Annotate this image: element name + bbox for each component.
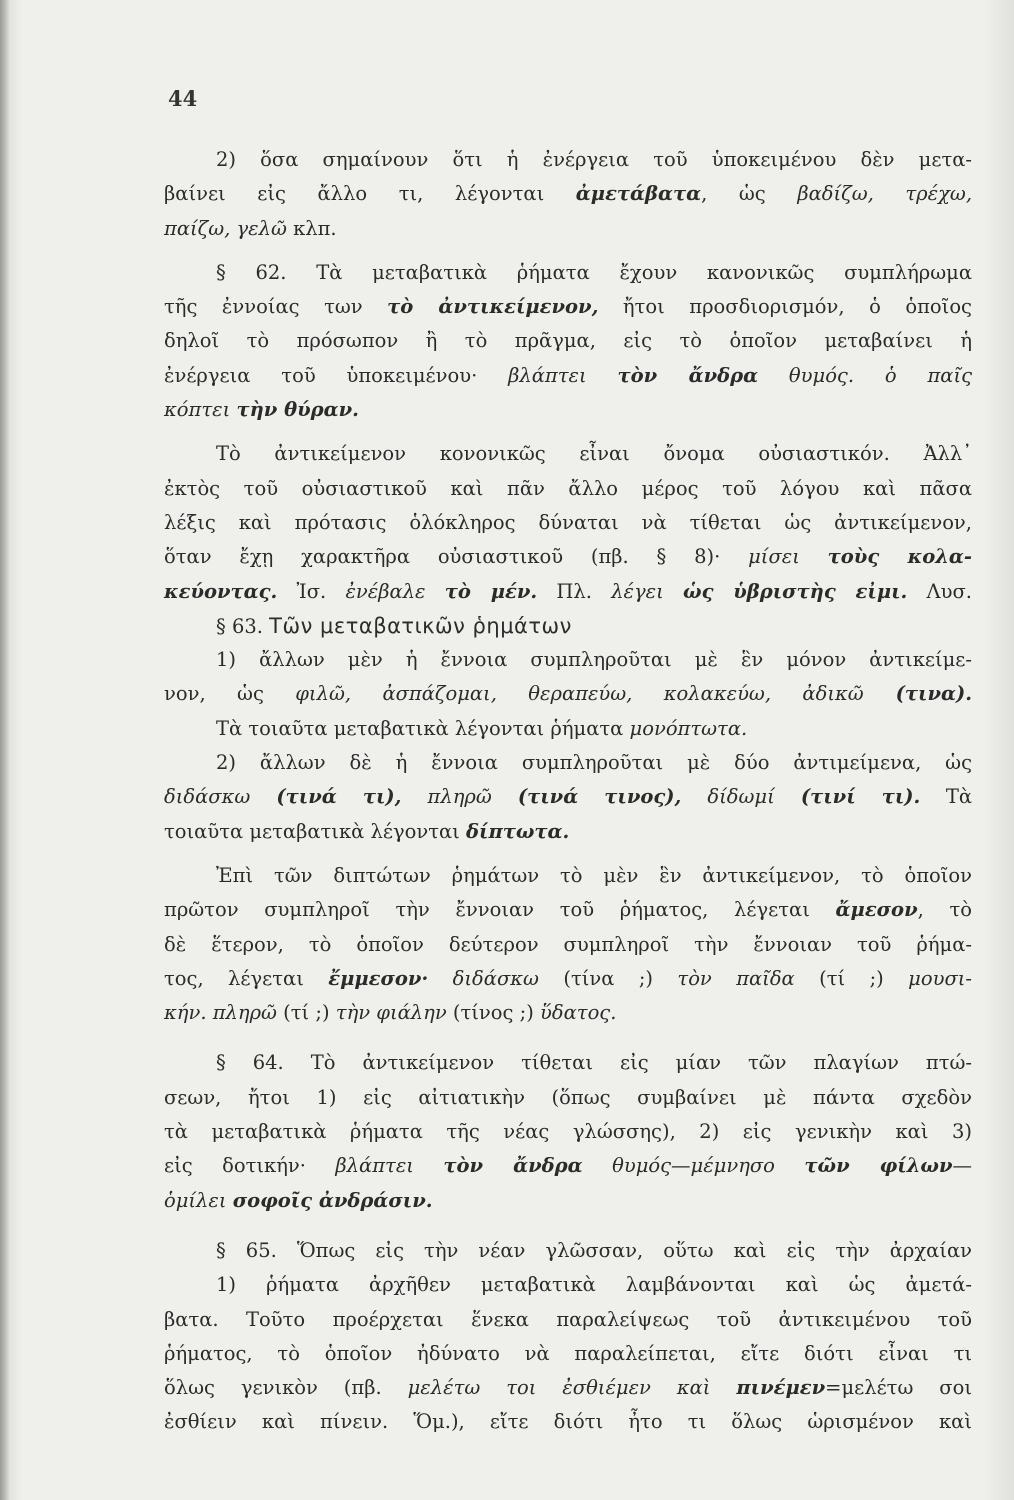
text-line [164, 1149, 972, 1183]
text-run: , τὸ [917, 898, 972, 922]
text-run: βατα. Τοῦτο προέρχεται ἕνεκα παραλείψεως τοῦ ἀντικειμένου τοῦ [164, 1307, 972, 1331]
text-line [164, 712, 972, 746]
text-line [164, 1337, 972, 1371]
example-text: θυμός. ὁ παῖς [758, 363, 973, 387]
text-run: 2) ἄλλων δὲ ἡ ἔννοια συμπληροῦται μὲ δύο ἀντιμείμενα, ὡς [216, 751, 972, 775]
example-text: διδάσκω [452, 966, 539, 990]
example-text: μελέτω τοι ἐσθιέμεν καὶ [407, 1376, 737, 1400]
example-text: ὁμίλει [164, 1188, 233, 1212]
example-text: τὴν φιάλην [335, 1001, 447, 1025]
text-run: Τὰ [920, 785, 973, 809]
text-run: δὲ ἕτερον, τὸ ὁποῖον δεύτερον συμπληροῖ τὴν ἔννοιαν τοῦ ῥήμα- [164, 932, 972, 956]
text-line [164, 212, 972, 246]
text-line [164, 290, 972, 324]
text-run: τος, λέγεται [164, 966, 329, 990]
example-object: τὴν θύραν. [236, 398, 359, 422]
text-line [164, 859, 972, 893]
text-run: (τί ;) [276, 1001, 336, 1025]
section-64-line [164, 1046, 972, 1080]
example-object: τῶν φίλων [804, 1154, 953, 1178]
text-run: 2) ὅσα σημαίνουν ὅτι ἡ ἐνέργεια τοῦ ὑποκειμένου δὲν μετα- [216, 148, 972, 171]
body-text [164, 143, 972, 1440]
text-run: — [952, 1154, 973, 1178]
term-monoptota: μονόπτωτα. [629, 716, 748, 740]
text-run: λέξις καὶ πρότασις ὁλόκληρος δύναται νὰ τίθεται ὡς ἀντικείμενον, [164, 510, 972, 534]
text-run: ὅταν ἔχῃ χαρακτῆρα οὐσιαστικοῦ (πβ. § 8)· [164, 545, 749, 569]
example-text: κήν. πληρῶ [164, 1001, 277, 1025]
example-words: διδάσκω [164, 785, 251, 809]
text-line [164, 1081, 972, 1115]
text-run: 1) ῥήματα ἀρχῆθεν μεταβατικὰ λαμβάνονται καὶ ὡς ἀμετά- [216, 1273, 972, 1297]
text-line [164, 575, 972, 609]
text-line [164, 177, 972, 211]
example-words: πληρῶ [427, 785, 492, 809]
example-text: μουσι- [908, 966, 972, 990]
example-text: βλάπτει [335, 1154, 444, 1178]
text-line [164, 437, 972, 471]
text-run: § 64. Τὸ ἀντικείμενον τίθεται εἰς μίαν τῶν πλαγίων πτώ- [216, 1051, 972, 1075]
example-text: θυμός—μέμνησο [582, 1154, 805, 1178]
case-marker: (τινα). [863, 682, 972, 706]
text-line [164, 962, 972, 996]
example-text: ὕδατος. [540, 1001, 617, 1025]
text-run: πρῶτον συμπληροῖ τὴν ἔννοιαν τοῦ ῥήματος, λέγεται [164, 898, 836, 922]
text-line [164, 746, 972, 780]
text-run: βαίνει εἰς ἄλλο τι, λέγονται [164, 182, 576, 206]
text-line [164, 1303, 972, 1337]
page-number: 44 [168, 86, 198, 111]
term-diptota: δίπτωτα. [466, 819, 570, 843]
text-run: νον, ὡς [164, 682, 296, 706]
text-run: ὅλως γενικὸν (πβ. [164, 1376, 408, 1400]
term-emmeson: ἔμμεσον· [328, 966, 429, 990]
term-amettavata: ἀμετάβατα [575, 182, 702, 206]
text-line [164, 677, 972, 711]
text-run: εἰς δοτικήν· [164, 1154, 336, 1178]
example-words: παίζω, γελῶ [164, 216, 287, 240]
case-marker: (τινά τι), [250, 785, 428, 809]
example-object: τὸν ἄνδρα [617, 363, 759, 387]
section-62-line [164, 256, 972, 290]
example-text: μίσει [748, 545, 828, 569]
text-run: Λυσ. [907, 579, 972, 603]
text-run: ἐκτὸς τοῦ οὐσιαστικοῦ καὶ πᾶν ἄλλο μέρος τοῦ λόγου καὶ πᾶσα [164, 476, 972, 500]
text-line [164, 1268, 972, 1302]
term-ameson: ἄμεσον [835, 898, 918, 922]
example-object: τὸ μέν. [444, 579, 538, 603]
text-run: ἤτοι προσδιορισμόν, ὁ ὁποῖος [598, 295, 972, 319]
text-run: σεων, ἤτοι 1) εἰς αἰτιατικὴν (ὅπως συμβαίνει μὲ πάντα σχεδὸν [164, 1085, 972, 1109]
term-antikeimenon: τὸ ἀντικείμενον, [387, 295, 599, 319]
text-run: ἐνέργεια τοῦ ὑποκειμένου· [164, 363, 509, 387]
case-marker: (τινί τι). [774, 785, 921, 809]
text-line [164, 1405, 972, 1439]
text-run: § 62. Τὰ μεταβατικὰ ῥήματα ἔχουν κανονικῶς συμπλήρωμα [216, 260, 972, 284]
text-run: Τὰ τοιαῦτα μεταβατικὰ λέγονται ῥήματα [216, 716, 630, 740]
text-line [164, 393, 972, 427]
text-run: (τίνος ;) [446, 1001, 541, 1025]
text-run: 1) ἄλλων μὲν ἡ ἔννοια συμπληροῦται μὲ ἓν μόνον ἀντικείμε- [216, 648, 972, 672]
page-edge-shadow [0, 0, 10, 1500]
text-line [164, 1115, 972, 1149]
text-run: § 65. Ὅπως εἰς τὴν νέαν γλῶσσαν, οὕτω καὶ εἰς τὴν ἀρχαίαν [216, 1238, 972, 1262]
text-run: , ὡς [701, 182, 798, 206]
text-run: τὰ μεταβατικὰ ῥήματα τῆς νέας γλώσσης), 2) εἰς γενικὴν καὶ 3) [164, 1120, 972, 1144]
example-object: σοφοῖς ἀνδράσιν. [232, 1188, 433, 1212]
text-line [164, 893, 972, 927]
text-run: (τί ;) [794, 966, 909, 990]
example-text: βλάπτει [508, 363, 618, 387]
text-run: ἐσθίειν καὶ πίνειν. Ὅμ.), εἴτε διότι ἦτο τι ὅλως ὡρισμένον καὶ [164, 1410, 972, 1434]
text-line [164, 143, 972, 177]
text-run: τοιαῦτα μεταβατικὰ λέγονται [164, 819, 467, 843]
example-object: ὡς ὑβριστὴς εἰμι. [683, 579, 908, 603]
text-run: Τὸ ἀντικείμενον κονονικῶς εἶναι ὄνομα οὐσιαστικόν. Ἀλλ᾽ [216, 442, 972, 466]
text-run: ῥήματος, τὸ ὁποῖον ἠδύνατο νὰ παραλείπεται, εἴτε διότι εἶναι τι [164, 1341, 972, 1365]
example-object: κεύοντας. [164, 579, 278, 603]
example-text: ἐνέβαλε [345, 579, 445, 603]
text-line [164, 1184, 972, 1218]
example-text: τὸν παῖδα [677, 966, 795, 990]
section-65-line [164, 1234, 972, 1268]
section-63-heading [164, 609, 972, 643]
text-line [164, 643, 972, 677]
example-words: δίδωμί [707, 785, 775, 809]
text-line [164, 1371, 972, 1405]
text-run: δηλοῖ τὸ πρόσωπον ἢ τὸ πρᾶγμα, εἰς τὸ ὁποῖον μεταβαίνει ἡ [164, 329, 972, 353]
text-line [164, 472, 972, 506]
text-run: Ἰσ. [277, 579, 346, 603]
text-line [164, 324, 972, 358]
text-line [164, 815, 972, 849]
text-line [164, 540, 972, 574]
text-run [428, 967, 452, 990]
example-object: τὸν ἄνδρα [443, 1154, 583, 1178]
text-run: κλπ. [286, 216, 337, 240]
text-run: =μελέτω σοι [825, 1376, 972, 1400]
section-title: Τῶν μεταβατικῶν ῥημάτων [269, 613, 572, 638]
example-words: βαδίζω, τρέχω, [797, 182, 973, 206]
text-run: Ἐπὶ τῶν διπτώτων ῥημάτων τὸ μὲν ἓν ἀντικείμενον, τὸ ὁποῖον [216, 863, 972, 887]
text-line [164, 928, 972, 962]
example-object: πινέμεν [736, 1376, 826, 1400]
text-line [164, 506, 972, 540]
text-run: § 63. [216, 614, 270, 638]
text-line [164, 780, 972, 814]
text-run: (τίνα ;) [538, 966, 678, 990]
text-line [164, 359, 972, 393]
example-object: τοὺς κολα- [827, 545, 972, 569]
example-text: κόπτει [164, 398, 237, 422]
example-words: φιλῶ, ἀσπάζομαι, θεραπεύω, κολακεύω, ἀδικῶ [295, 682, 864, 706]
case-marker: (τινά τινος), [491, 785, 708, 809]
text-line [164, 996, 972, 1030]
text-run: Πλ. [537, 579, 612, 603]
text-run: τῆς ἐννοίας των [164, 295, 388, 319]
example-text: λέγει [611, 579, 684, 603]
